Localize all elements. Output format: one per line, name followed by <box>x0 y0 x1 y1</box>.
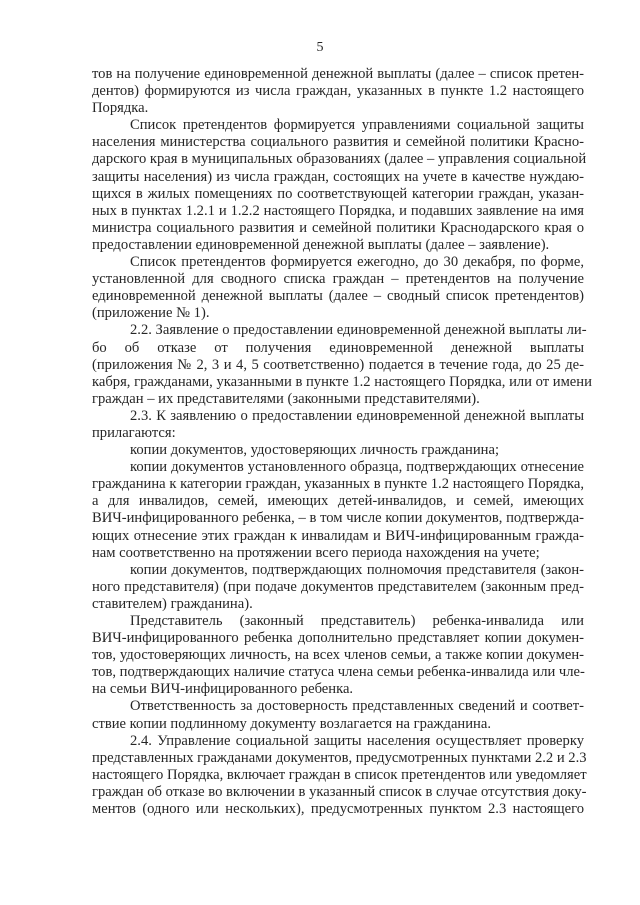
text-line: ВИЧ-инфицированного ребенка дополнительно представляет копии докумен- <box>92 630 584 647</box>
text-line: представленных гражданами документов, предусмотренных пунктами 2.2 и 2.3 <box>92 749 587 766</box>
text-line: министра социального развития и семейной политики Краснодарского края о <box>92 219 584 236</box>
text-line: установленной для сводного списка граждан – претендентов на получение <box>92 271 584 288</box>
text-line: граждан – их представителями (законными представителями). <box>92 390 480 407</box>
text-line: тов, подтверждающих наличие статуса члена семьи ребенка-инвалида или чле- <box>92 664 585 681</box>
text-line: ных в пунктах 1.2.1 и 1.2.2 настоящего Порядка, и подавших заявление на имя <box>92 202 584 219</box>
text-line: населения министерства социального развития и семейной политики Красно- <box>92 134 584 151</box>
text-line: тов на получение единовременной денежной выплаты (далее – список претен- <box>92 66 584 82</box>
text-line: гражданина к категории граждан, указанных в пункте 1.2 настоящего Порядка, <box>92 476 584 493</box>
text-line: настоящего Порядка, включает граждан в список претендентов или уведомляет <box>92 766 587 783</box>
text-line: копии документов, подтверждающих полномочия представителя (закон- <box>130 561 584 578</box>
text-line: ствие копии подлинному документу возлагается на гражданина. <box>92 715 491 732</box>
text-line: Порядка. <box>92 100 149 117</box>
text-line: (приложение № 1). <box>92 305 210 322</box>
text-line: бо об отказе от получения единовременной денежной выплаты <box>92 339 584 356</box>
text-line: ВИЧ-инфицированного ребенка, – в том числе копии документов, подтвержда- <box>92 510 584 527</box>
text-line: Представитель (законный представитель) ребенка-инвалида или <box>130 613 584 629</box>
text-line: защиты населения) из числа граждан, состоящих на учете в качестве нуждаю- <box>92 168 584 185</box>
text-line: кабря, гражданами, указанными в пункте 1.2 настоящего Порядка, или от имени <box>92 373 592 390</box>
text-line: ментов (одного или нескольких), предусмотренных пунктом 2.3 настоящего <box>92 801 584 818</box>
text-line: (приложения № 2, 3 и 4, 5 соответственно) подается в течение года, до 25 де- <box>92 356 584 373</box>
text-line: дентов) формируются из числа граждан, указанных в пункте 1.2 настоящего <box>92 83 584 100</box>
text-line: тов, удостоверяющих личность, на всех членов семьи, а также копии докумен- <box>92 647 584 664</box>
text-line: на семьи ВИЧ-инфицированного ребенка. <box>92 681 354 698</box>
page-number: 5 <box>316 40 324 55</box>
text-line: Список претендентов формируется управлениями социальной защиты <box>130 117 584 134</box>
text-line: прилагаются: <box>92 424 176 441</box>
text-line: Ответственность за достоверность представленных сведений и соответ- <box>130 698 584 715</box>
text-line: а для инвалидов, семей, имеющих детей-инвалидов, и семей, имеющих <box>92 493 584 510</box>
text-line: граждан об отказе во включении в указанный список в случае отсутствия доку- <box>92 783 587 800</box>
text-line: копии документов, удостоверяющих личность гражданина; <box>130 442 500 459</box>
text-line: щихся в жилых помещениях по соответствующей категории граждан, указан- <box>92 185 584 202</box>
text-line: предоставлении единовременной денежной выплаты (далее – заявление). <box>92 236 550 253</box>
text-line: 2.2. Заявление о предоставлении единовременной денежной выплаты ли- <box>130 322 587 339</box>
text-line: дарского края в муниципальных образованиях (далее – управления социальной <box>92 151 587 168</box>
document-body <box>92 66 592 818</box>
text-line: 2.3. К заявлению о предоставлении единовременной денежной выплаты <box>130 407 584 424</box>
text-line: ющих отнесение этих граждан к инвалидам и ВИЧ-инфицированным гражда- <box>92 527 584 544</box>
text-line: ного представителя) (при подаче документов представителем (законным пред- <box>92 578 584 595</box>
text-line: нам соответственно на протяжении всего периода нахождения на учете; <box>92 544 540 561</box>
text-line: Список претендентов формируется ежегодно, до 30 декабря, по форме, <box>130 254 584 271</box>
text-line: 2.4. Управление социальной защиты населения осуществляет проверку <box>130 732 584 749</box>
text-line: единовременной денежной выплаты (далее – сводный список претендентов) <box>92 288 584 305</box>
text-line: ставителем) гражданина). <box>92 595 253 612</box>
text-line: копии документов установленного образца, подтверждающих отнесение <box>130 459 584 476</box>
